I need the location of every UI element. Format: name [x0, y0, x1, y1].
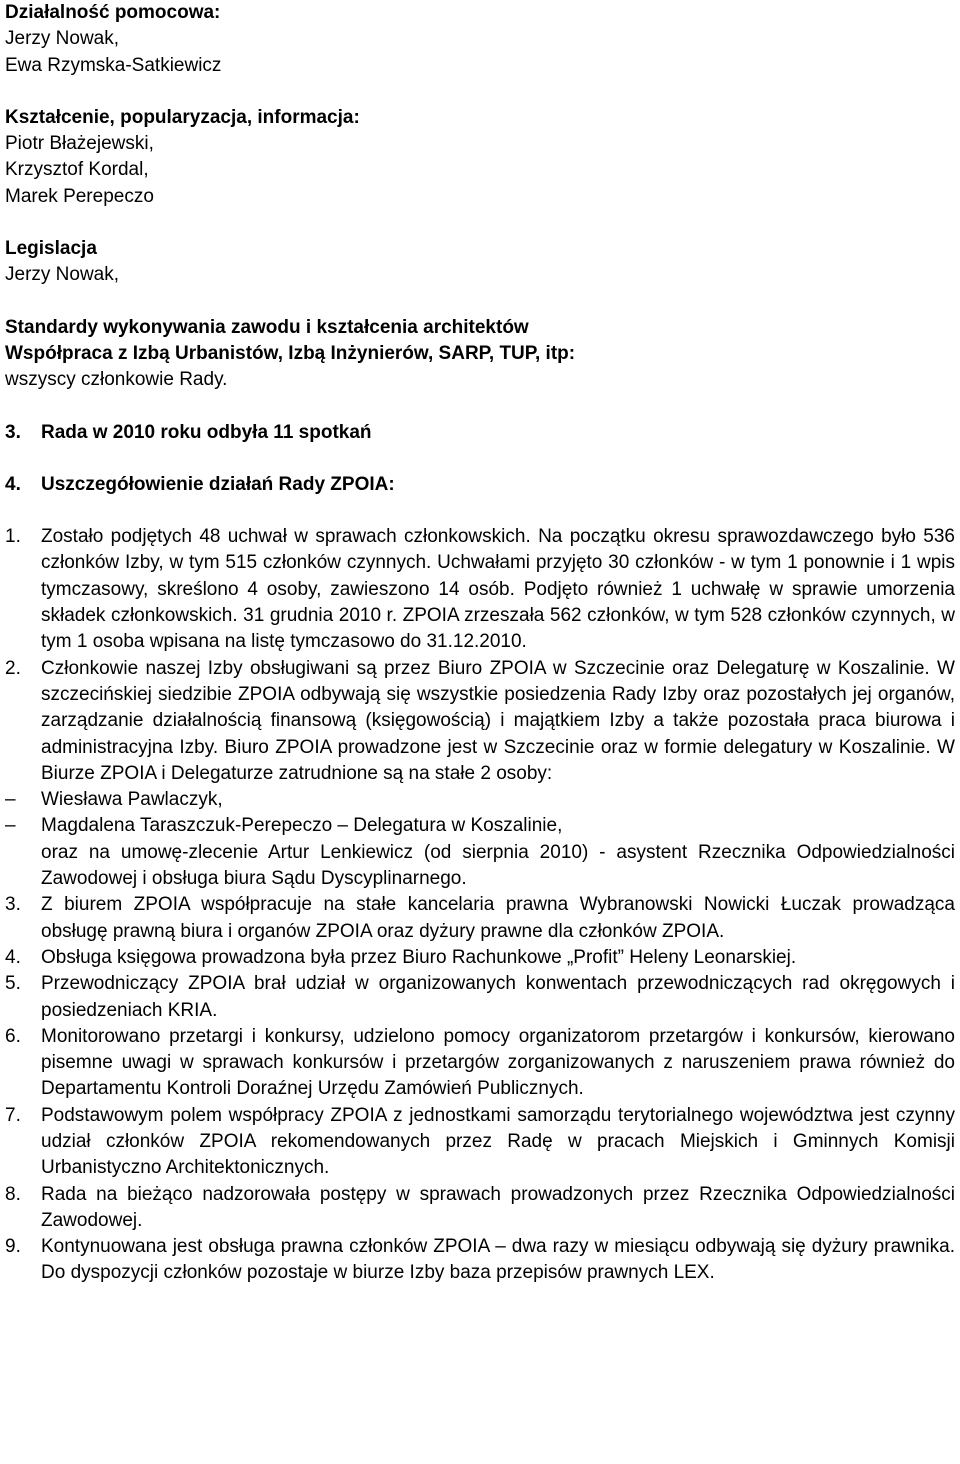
section-line: Jerzy Nowak,: [5, 28, 120, 50]
section-line: Piotr Błażejewski,: [5, 133, 154, 155]
section-heading-legislation: Legislacja: [5, 238, 97, 260]
dash-bullet: –: [5, 789, 16, 811]
item-text: Obsługa księgowa prowadzona była przez Biuro Rachunkowe „Profit” Heleny Leonarskiej.: [41, 946, 797, 968]
dash-bullet: –: [5, 815, 16, 837]
section-heading-standards: Standardy wykonywania zawodu i kształcenia architektów: [5, 316, 529, 338]
list-item: [5, 945, 955, 971]
item-text: Członkowie naszej Izby obsługiwani są przez Biuro ZPOIA w Szczecinie oraz Delegaturę w Koszalinie. W szczecińskiej siedzibie ZPOIA odbywają się wszystkie posiedzenia Rady Izby oraz pozostałych jej organów, zarządzanie działalnością finansową (księgowością) i majątkiem Izby a także pozostała praca biurowa i administracyjna Izby. Biuro ZPOIA prowadzone jest w Szczecinie oraz w formie delegatury w Koszalinie. W Biurze ZPOIA i Delegaturze zatrudnione są na stałe 2 osoby:: [41, 657, 955, 784]
section-line: Krzysztof Kordal,: [5, 159, 149, 181]
section-heading-help: Działalność pomocowa:: [5, 2, 221, 23]
dash-item-text: Wiesława Pawlaczyk,: [41, 789, 223, 811]
item-number: 5.: [5, 973, 21, 995]
section-heading-education: Kształcenie, popularyzacja, informacja:: [5, 106, 360, 128]
list-item: [5, 1234, 955, 1287]
section-line: wszyscy członkowie Rady.: [5, 369, 228, 391]
dash-list-item: [5, 787, 955, 813]
item-text: Kontynuowana jest obsługa prawna członków ZPOIA – dwa razy w miesiącu odbywają się dyżury prawnika. Do dyspozycji członków pozostaje w biurze Izby baza przepisów prawnych LEX.: [41, 1236, 955, 1284]
item-number: 3.: [5, 894, 21, 916]
item-number: 4.: [5, 946, 21, 968]
heading-text: Uszczegółowienie działań Rady ZPOIA:: [41, 473, 395, 495]
item-number: 2.: [5, 657, 21, 679]
item-number: 7.: [5, 1104, 21, 1126]
numbered-heading-meetings: [5, 420, 955, 446]
item-number: 8.: [5, 1183, 21, 1205]
list-item: [5, 1103, 955, 1182]
item-continuation: oraz na umowę-zlecenie Artur Lenkiewicz (od sierpnia 2010) - asystent Rzecznika Odpowiedzialności Zawodowej i obsługa biura Sądu Dyscyplinarnego.: [41, 841, 955, 890]
item-text: Zostało podjętych 48 uchwał w sprawach członkowskich. Na początku okresu sprawozdawczego było 536 członków Izby, w tym 515 członków czynnych. Uchwałami przyjęto 30 członków - w tym 1 ponownie i 1 wpis tymczasowy, skreślono 4 osoby, zawieszono 14 osób. Podjęto również 1 uchwałę w sprawie umorzenia składek członkowskich. 31 grudnia 2010 r. ZPOIA zrzeszała 562 członków, w tym 528 członków czynnych, w tym 1 osoba wpisana na listę tymczasowo do 31.12.2010.: [41, 526, 955, 653]
list-item: [5, 971, 955, 1024]
heading-text: Rada w 2010 roku odbyła 11 spotkań: [41, 421, 372, 443]
item-text: Rada na bieżąco nadzorowała postępy w sprawach prowadzonych przez Rzecznika Odpowiedzialności Zawodowej.: [41, 1183, 955, 1231]
section-line: Ewa Rzymska-Satkiewicz: [5, 54, 222, 76]
item-number: 9.: [5, 1236, 21, 1258]
numbered-heading-details: [5, 472, 955, 498]
dash-list-item: [5, 813, 955, 839]
heading-number: 4.: [5, 473, 21, 495]
list-item: [5, 1024, 955, 1103]
section-heading-cooperation: Współpraca z Izbą Urbanistów, Izbą Inżynierów, SARP, TUP, itp:: [5, 342, 576, 364]
dash-item-text: Magdalena Taraszczuk-Perepeczo – Delegatura w Koszalinie,: [41, 815, 563, 837]
list-item: [5, 1182, 955, 1235]
heading-number: 3.: [5, 421, 21, 443]
item-text: Monitorowano przetargi i konkursy, udzielono pomocy organizatorom przetargów i konkursów, kierowano pisemne uwagi w sprawach konkursów i przetargów zorganizowanych z naruszeniem prawa również do Departamentu Kontroli Doraźnej Urzędu Zamówień Publicznych.: [41, 1025, 955, 1100]
list-item: [5, 524, 955, 655]
section-line: Marek Perepeczo: [5, 185, 154, 207]
section-line: Jerzy Nowak,: [5, 264, 120, 286]
list-item: [5, 892, 955, 945]
item-text: Podstawowym polem współpracy ZPOIA z jednostkami samorządu terytorialnego województwa jest czynny udział członków ZPOIA rekomendowanych przez Radę w pracach Miejskich i Gminnych Komisji Urbanistyczno Architektonicznych.: [41, 1104, 955, 1179]
item-number: 6.: [5, 1025, 21, 1047]
item-text: Z biurem ZPOIA współpracuje na stałe kancelaria prawna Wybranowski Nowicki Łuczak prowadząca obsługę prawną biura i organów ZPOIA oraz dyżury prawne dla członków ZPOIA.: [41, 894, 955, 942]
list-item: [5, 656, 955, 787]
item-text: Przewodniczący ZPOIA brał udział w organizowanych konwentach przewodniczących rad okręgowych i posiedzeniach KRIA.: [41, 973, 955, 1021]
item-number: 1.: [5, 526, 21, 548]
